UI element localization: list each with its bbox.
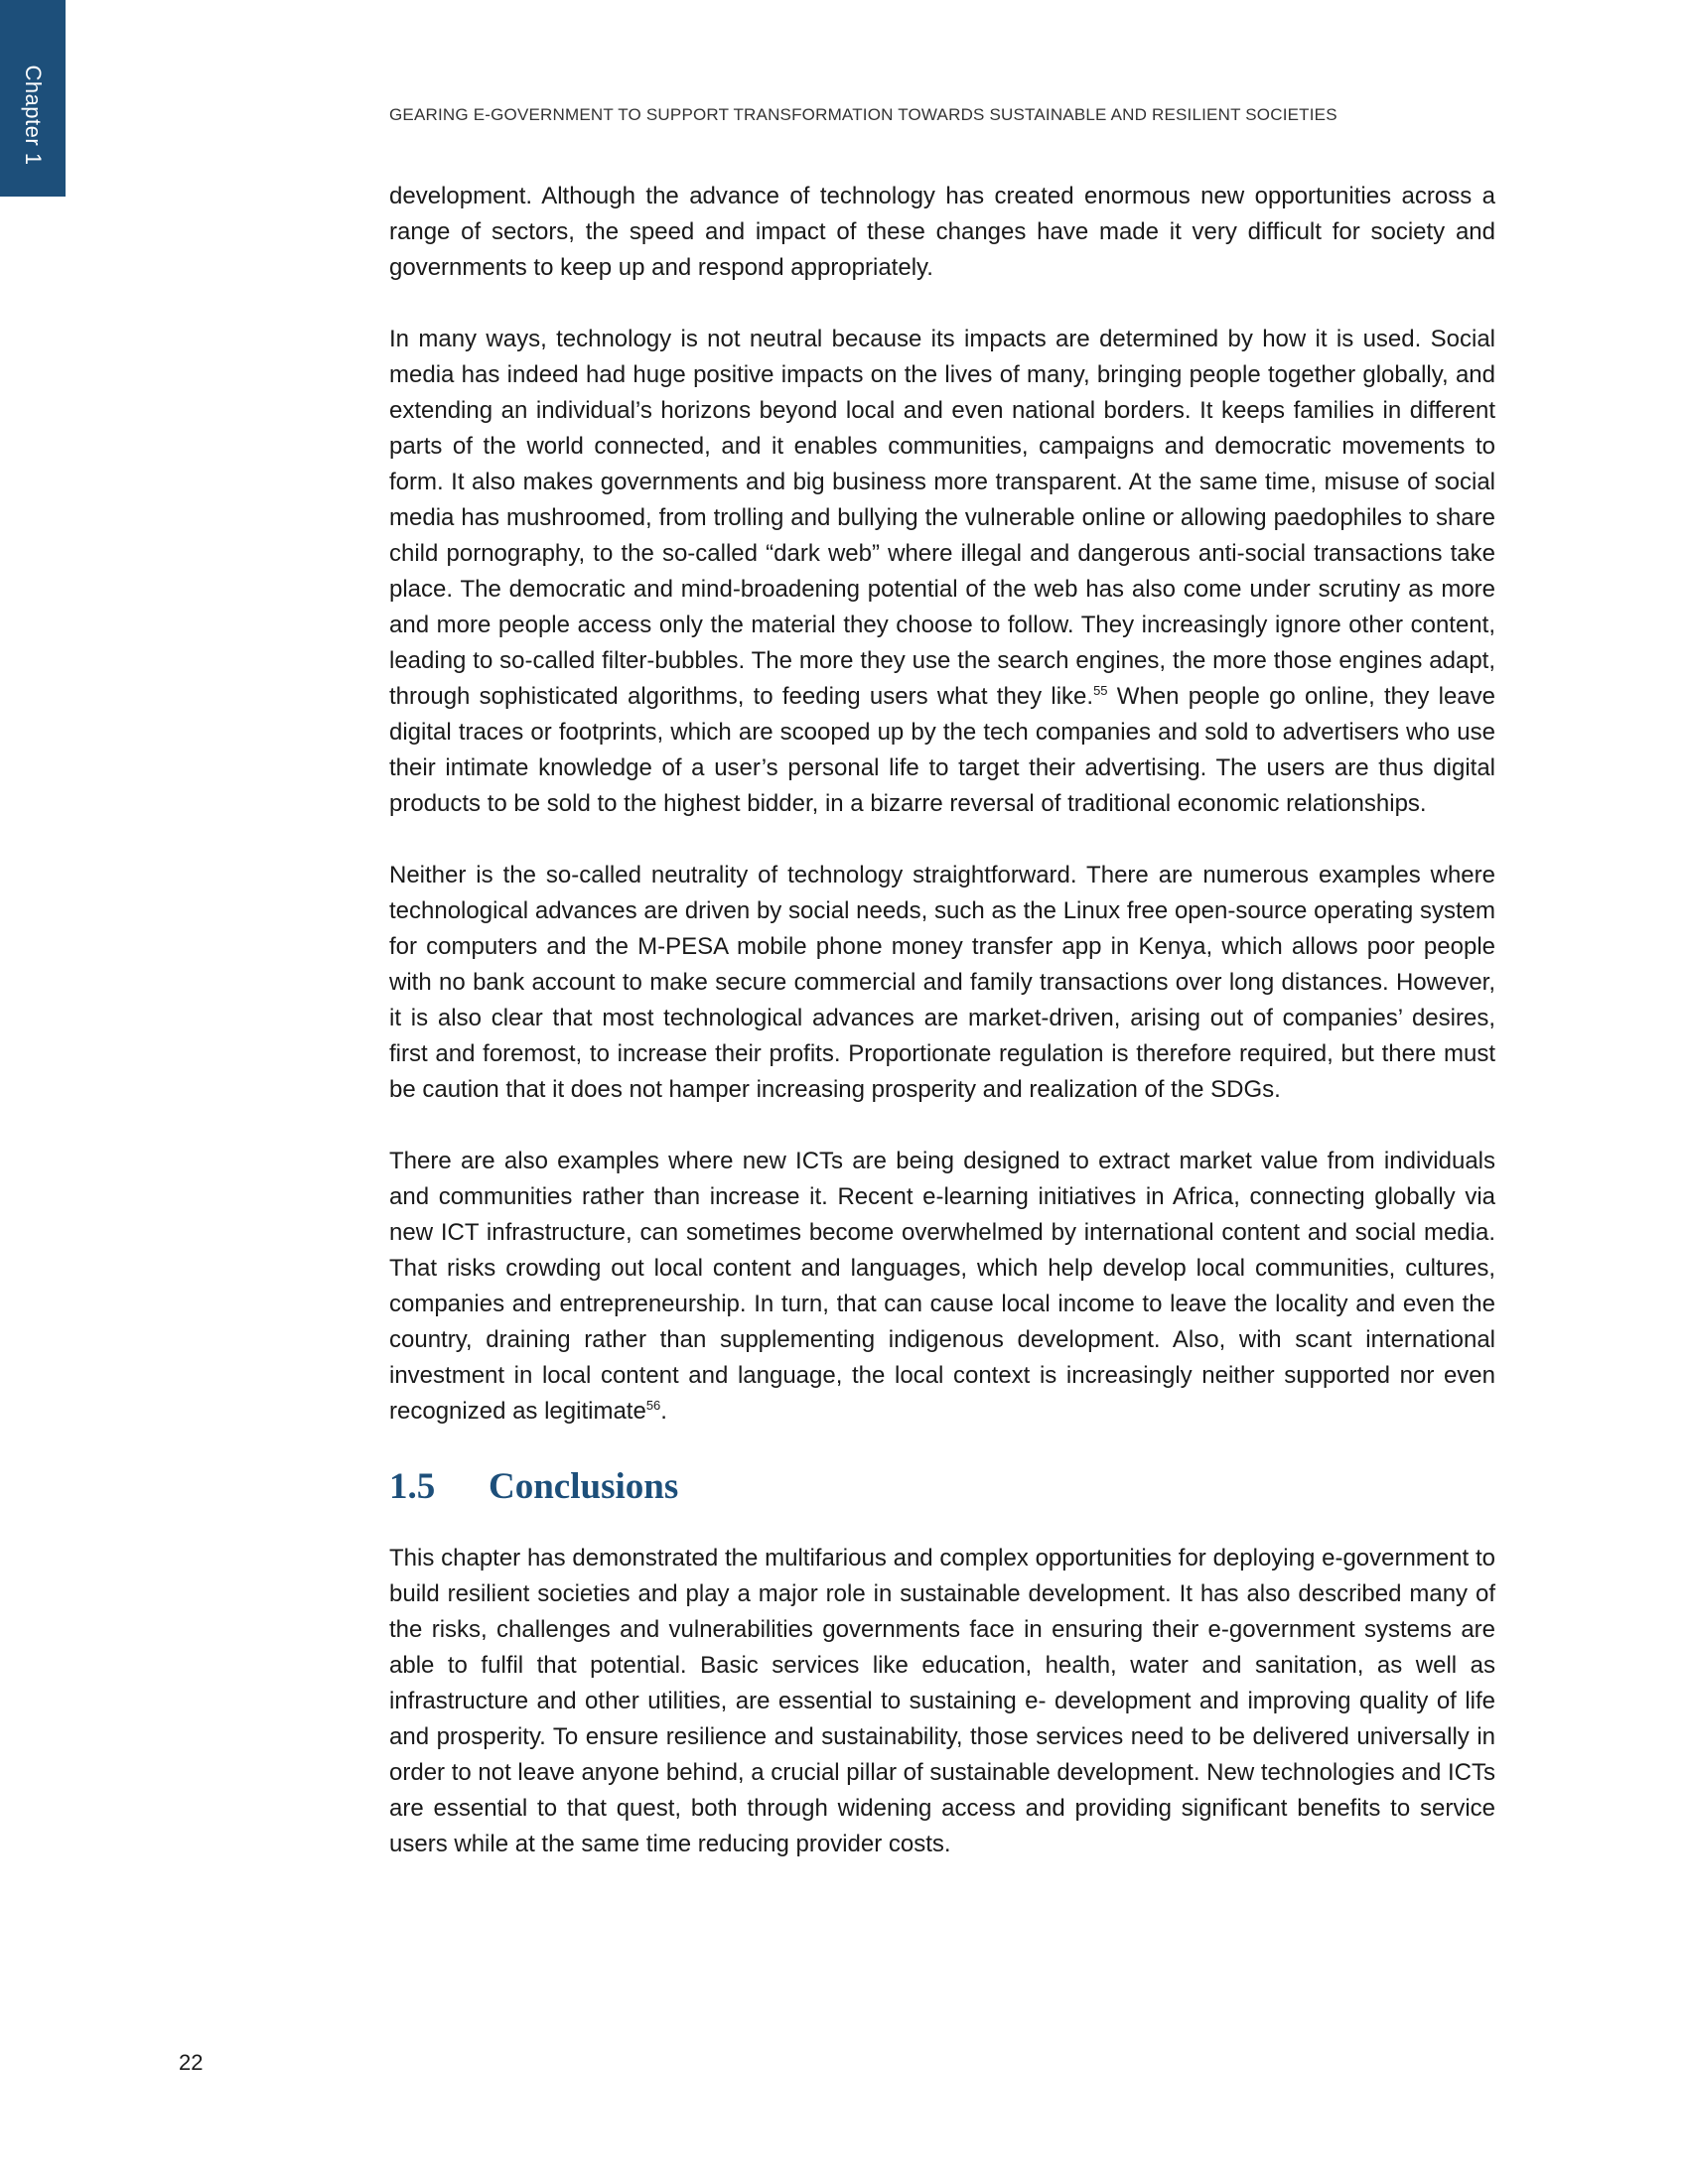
paragraph-3: Neither is the so-called neutrality of technology straightforward. There are numerous examples where technological advances are driven by social needs, such as the Linux free open-source operating system for computers and the M-PESA mobile phone money transfer app in Kenya, which allows poor people with no bank account to make secure commercial and family transactions over long distances. However, it is also clear that most technological advances are market-driven, arising out of companies’ desires, first and foremost, to increase their profits. Proportionate regulation is therefore required, but there must be caution that it does not hamper increasing prosperity and realization of the SDGs. xyxy=(389,862,1495,1103)
paragraph-5: This chapter has demonstrated the multifarious and complex opportunities for deploying e-government to build resilient societies and play a major role in sustainable development. It has also described many of the risks, challenges and vulnerabilities governments face in ensuring their e-government systems are able to fulfil that potential. Basic services like education, health, water and sanitation, as well as infrastructure and other utilities, are essential to sustaining e- development and improving quality of life and prosperity. To ensure resilience and sustainability, those services need to be delivered universally in order to not leave anyone behind, a crucial pillar of sustainable development. New technologies and ICTs are essential to that quest, both through widening access and providing significant benefits to service users while at the same time reducing provider costs. xyxy=(389,1545,1496,1857)
paragraph-4 xyxy=(389,1144,1495,1430)
main-content xyxy=(389,179,1495,1898)
paragraph-4-text-b: . xyxy=(660,1398,667,1425)
paragraph-2-text-a: In many ways, technology is not neutral because its impacts are determined by how it is used. Social media has indeed had huge positive impacts on the lives of many, bringing people together globally, and extending an individual’s horizons beyond local and even national borders. It keeps families in different parts of the world connected, and it enables communities, campaigns and democratic movements to form. It also makes governments and big business more transparent. At the same time, misuse of social media has mushroomed, from trolling and bullying the vulnerable online or allowing paedophiles to share child pornography, to the so-called “dark web” where illegal and dangerous anti-social transactions take place. The democratic and mind-broadening potential of the web has also come under scrutiny as more and more people access only the material they choose to follow. They increasingly ignore other content, leading to so-called filter-bubbles. The more they use the search engines, the more those engines adapt, through sophisticated algorithms, to feeding users what they like. xyxy=(389,326,1495,710)
running-header: GEARING E-GOVERNMENT TO SUPPORT TRANSFORMATION TOWARDS SUSTAINABLE AND RESILIENT SOCIETIES xyxy=(389,105,1337,124)
section-title: Conclusions xyxy=(489,1466,679,1507)
paragraph-1: development. Although the advance of technology has created enormous new opportunities across a range of sectors, the speed and impact of these changes have made it very difficult for society and governments to keep up and respond appropriately. xyxy=(389,183,1495,281)
footnote-ref-55: 55 xyxy=(1093,683,1108,698)
paragraph-2 xyxy=(389,322,1495,822)
page-number: 22 xyxy=(179,2050,204,2075)
section-heading xyxy=(389,1465,1495,1515)
footnote-ref-56: 56 xyxy=(645,1398,661,1413)
section-number: 1.5 xyxy=(389,1466,436,1507)
chapter-tab xyxy=(0,0,66,197)
paragraph-2-text-b: When people go online, they leave digital traces or footprints, which are scooped up by the tech companies and sold to advertisers who use their intimate knowledge of a user’s personal life to target their advertising. The users are thus digital products to be sold to the highest bidder, in a bizarre reversal of traditional economic relationships. xyxy=(389,683,1495,817)
paragraph-4-text-a: There are also examples where new ICTs are being designed to extract market value from individuals and communities rather than increase it. Recent e-learning initiatives in Africa, connecting globally via new ICT infrastructure, can sometimes become overwhelmed by international content and social media. That risks crowding out local content and languages, which help develop local communities, cultures, companies and entrepreneurship. In turn, that can cause local income to leave the locality and even the country, draining rather than supplementing indigenous development. Also, with scant international investment in local content and language, the local context is increasingly neither supported nor even recognized as legitimate xyxy=(389,1148,1495,1425)
chapter-tab-label: Chapter 1 xyxy=(21,65,46,166)
